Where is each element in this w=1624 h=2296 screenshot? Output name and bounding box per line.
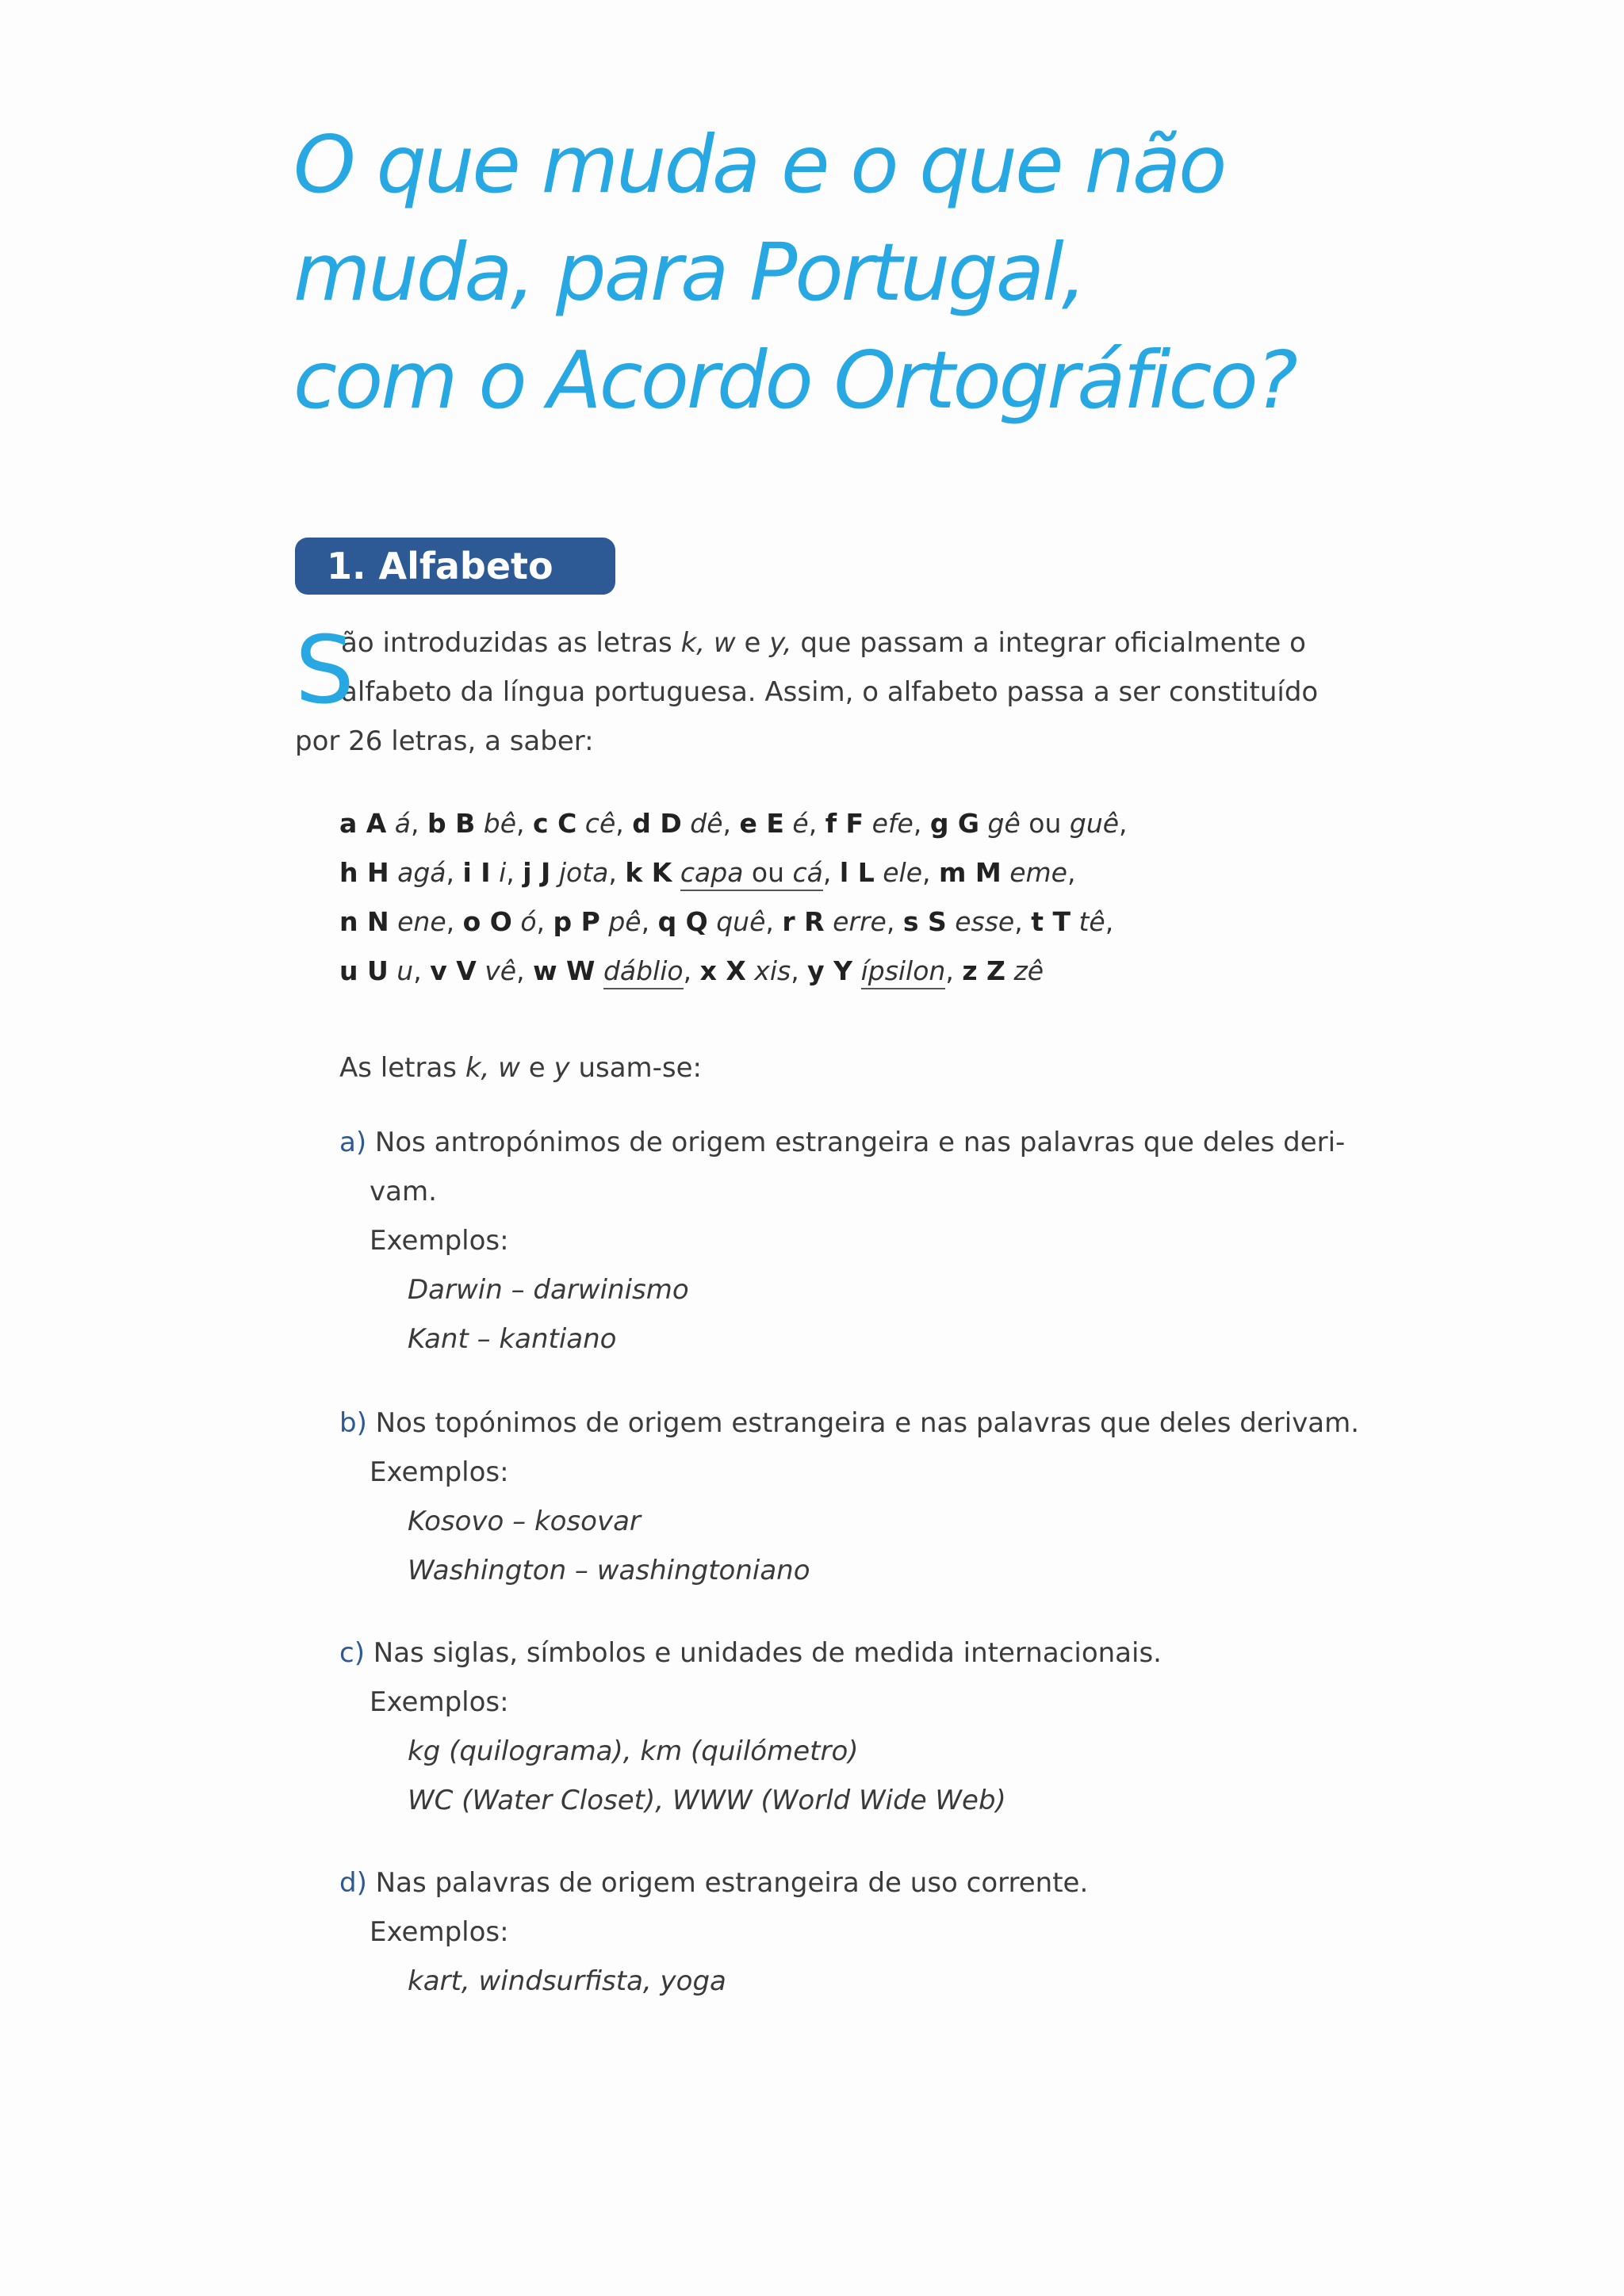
letter-name: dê	[690, 808, 723, 839]
alphabet-row	[339, 897, 1128, 947]
example: kg (quilograma), km (quilómetro)	[408, 1735, 859, 1767]
alphabet-entry: t T tê,	[1031, 906, 1114, 937]
letter-pair: b B	[427, 808, 476, 839]
list-item-a: a) Nos antropónimos de origem estrangeira e nas palavras que deles deri- vam. Exemplos: Darwin – darwinismo Kant – kantiano	[339, 1118, 1323, 1364]
letter-name: ípsilon	[860, 955, 946, 986]
drop-cap: S	[295, 615, 354, 725]
list-item-b: b) Nos topónimos de origem estrangeira e nas palavras que deles derivam. Exemplos: Kosovo – kosovar Washington – washingtoniano	[339, 1399, 1323, 1595]
list-marker: d)	[339, 1867, 367, 1899]
letter-pair: u U	[339, 955, 389, 986]
example: kart, windsurfista, yoga	[408, 1965, 726, 1997]
example: Kosovo – kosovar	[408, 1506, 641, 1537]
letter-pair: f F	[825, 808, 864, 839]
letter-name: i	[499, 857, 507, 888]
letter-pair: m M	[938, 857, 1002, 888]
intro-line-1: ão introduzidas as letras k, w e y, que passam a integrar oficialmente o	[341, 627, 1306, 659]
alphabet-entry: a A á,	[339, 808, 428, 839]
letter-pair: r R	[782, 906, 825, 937]
letter-pair: j J	[523, 857, 551, 888]
intro-paragraph	[295, 615, 1319, 766]
letter-name: eme	[1009, 857, 1067, 888]
alphabet-entry: c C cê,	[533, 808, 633, 839]
examples-label: Exemplos:	[370, 1456, 509, 1488]
alphabet-entry: v V vê,	[430, 955, 534, 986]
alphabet-entry: r R erre,	[782, 906, 903, 937]
alphabet-entry: e E é,	[739, 808, 825, 839]
page-title	[293, 111, 1483, 434]
letter-name: bê	[483, 808, 517, 839]
letter-pair: k K	[625, 857, 672, 888]
letter-name: ene	[397, 906, 446, 937]
example: WC (Water Closet), WWW (World Wide Web)	[408, 1785, 1006, 1816]
letter-name: tê	[1078, 906, 1105, 937]
list-marker: c)	[339, 1637, 365, 1669]
alphabet-entry: g G gê ou guê,	[929, 808, 1128, 839]
alphabet-entry: k K capa ou cá,	[625, 857, 840, 891]
title-line-2: muda, para Portugal,	[293, 226, 1085, 319]
letter-name: ó	[520, 906, 537, 937]
letter-name: pê	[608, 906, 642, 937]
alphabet-entry: h H agá,	[339, 857, 463, 888]
example: Kant – kantiano	[408, 1323, 617, 1355]
letter-name: erre	[833, 906, 887, 937]
letter-name: capa	[680, 857, 744, 888]
letter-pair: h H	[339, 857, 389, 888]
alphabet-row	[339, 947, 1128, 996]
example: Darwin – darwinismo	[408, 1274, 689, 1306]
letter-pair: a A	[339, 808, 387, 839]
letter-name: ele	[883, 857, 922, 888]
alphabet-entry: u U u,	[339, 955, 431, 986]
alphabet-entry: q Q quê,	[657, 906, 783, 937]
letter-pair: s S	[902, 906, 947, 937]
title-line-1: O que muda e o que não	[293, 118, 1225, 211]
letter-pair: p P	[553, 906, 600, 937]
examples-label: Exemplos:	[370, 1916, 509, 1948]
letter-name: xis	[754, 955, 791, 986]
alphabet-entry: j J jota,	[523, 857, 626, 888]
letter-name: gê	[987, 808, 1021, 839]
letter-pair: v V	[430, 955, 477, 986]
letter-name-or: ou	[751, 857, 785, 888]
letter-name: á	[394, 808, 412, 839]
alphabet-entry: n N ene,	[339, 906, 463, 937]
letter-pair: e E	[739, 808, 784, 839]
alphabet-entry: i I i,	[462, 857, 523, 888]
alphabet-entry: l L ele,	[839, 857, 939, 888]
letter-name: cê	[584, 808, 616, 839]
alphabet-entry: w W dáblio,	[533, 955, 700, 989]
usage-intro: As letras k, w e y usam-se:	[339, 1052, 703, 1084]
letter-pair: d D	[632, 808, 682, 839]
alphabet-entry: f F efe,	[825, 808, 930, 839]
letter-name: dáblio	[603, 955, 684, 986]
alphabet-entry	[962, 955, 1044, 986]
alphabet-entry: y Y ípsilon,	[807, 955, 962, 989]
list-marker: a)	[339, 1127, 367, 1158]
letter-pair: i I	[462, 857, 491, 888]
alphabet-entry: s S esse,	[902, 906, 1032, 937]
letter-pair: n N	[339, 906, 389, 937]
letter-pair: t T	[1031, 906, 1071, 937]
letter-pair: g G	[929, 808, 980, 839]
letter-pair: c C	[533, 808, 577, 839]
letter-name: u	[396, 955, 414, 986]
list-marker: b)	[339, 1407, 367, 1439]
letter-pair: x X	[699, 955, 746, 986]
letter-name: é	[792, 808, 809, 839]
letter-name: zê	[1013, 955, 1044, 986]
letter-name: quê	[716, 906, 766, 937]
list-item-c: c) Nas siglas, símbolos e unidades de medida internacionais. Exemplos: kg (quilograma), km (quilómetro) WC (Water Closet), WWW (World Wide Web)	[339, 1628, 1323, 1825]
alphabet-row	[339, 799, 1128, 848]
letter-pair: o O	[462, 906, 512, 937]
letter-pair: y Y	[807, 955, 853, 986]
alphabet-entry: b B bê,	[427, 808, 534, 839]
letter-name: vê	[485, 955, 517, 986]
list-item-d: d) Nas palavras de origem estrangeira de uso corrente. Exemplos: kart, windsurfista, yoga	[339, 1858, 1323, 2006]
alphabet-row	[339, 848, 1128, 897]
letter-name: jota	[558, 857, 609, 888]
example: Washington – washingtoniano	[408, 1555, 810, 1586]
letter-name: efe	[871, 808, 914, 839]
section-heading-badge: 1. Alfabeto	[295, 538, 615, 595]
alphabet-list	[339, 799, 1128, 996]
letter-name-or: ou	[1028, 808, 1062, 839]
letter-name-alt: cá	[792, 857, 823, 888]
letter-name: esse	[955, 906, 1015, 937]
examples-label: Exemplos:	[370, 1686, 509, 1718]
letter-pair: q Q	[657, 906, 708, 937]
intro-line-3: por 26 letras, a saber:	[295, 725, 594, 757]
letter-pair: z Z	[962, 955, 1005, 986]
alphabet-entry: x X xis,	[699, 955, 808, 986]
alphabet-entry: o O ó,	[462, 906, 553, 937]
title-line-3: com o Acordo Ortográfico?	[293, 334, 1296, 427]
alphabet-entry: d D dê,	[632, 808, 740, 839]
letter-name-alt: guê	[1069, 808, 1120, 839]
examples-label: Exemplos:	[370, 1225, 509, 1257]
letter-pair: w W	[533, 955, 596, 986]
intro-line-2: alfabeto da língua portuguesa. Assim, o alfabeto passa a ser constituído	[341, 676, 1319, 708]
letter-name: agá	[397, 857, 446, 888]
letter-pair: l L	[839, 857, 875, 888]
alphabet-entry: m M eme,	[938, 857, 1076, 888]
alphabet-entry: p P pê,	[553, 906, 658, 937]
